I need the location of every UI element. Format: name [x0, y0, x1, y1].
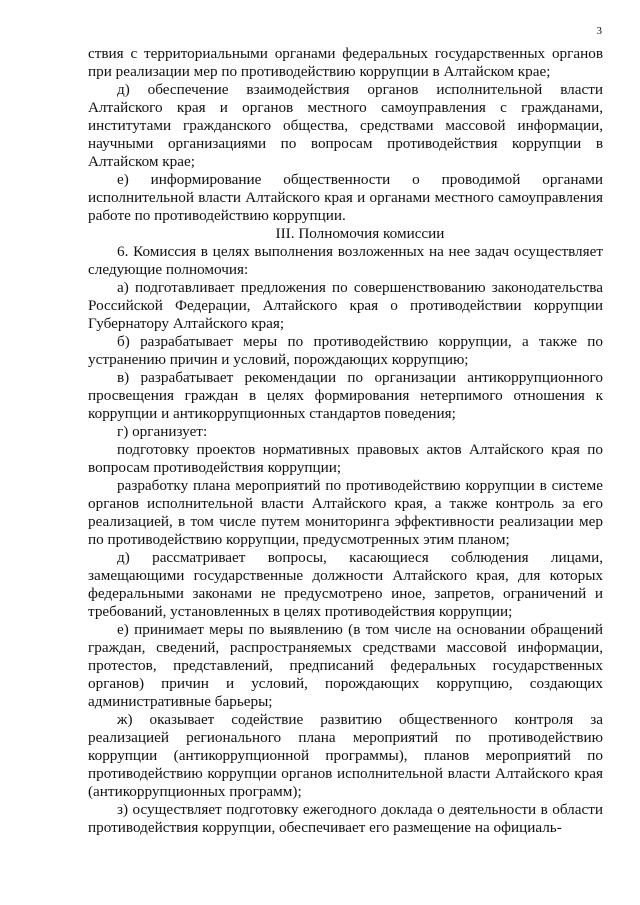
page-number: 3 — [596, 25, 602, 37]
paragraph-item-g: г) организует: — [117, 423, 208, 440]
paragraph-clause-6: 6. Комиссия в целях выполнения возложенных на нее задач осуществляет следующие полномочия: — [88, 243, 603, 278]
section-heading: III. Полномочия комиссии — [275, 225, 445, 242]
paragraph-item-e: е) информирование общественности о проводимой органами исполнительной власти Алтайского края и органами местного самоуправления работе по противодействию коррупции. — [88, 171, 603, 224]
paragraph-item-zh: ж) оказывает содействие развитию общественного контроля за реализацией регионального плана мероприятий по противодействию коррупции (антикоррупционной программы), планов мероприятий по противодействию коррупции органов исполнительной власти Алтайского края (антикоррупционных программ); — [88, 711, 603, 800]
paragraph-item-a: а) подготавливает предложения по совершенствованию законодательства Российской Федерации, Алтайского края о противодействии коррупции Губернатору Алтайского края; — [88, 279, 603, 332]
paragraph-item-d2: д) рассматривает вопросы, касающиеся соблюдения лицами, замещающими государственные должности Алтайского края, для которых федеральными законами не предусмотрено иное, запретов, ограничений и требований, установленных в целях противодействия коррупции; — [88, 549, 603, 620]
paragraph-subitem-plan: разработку плана мероприятий по противодействию коррупции в системе органов исполнительной власти Алтайского края, а также контроль за его реализацией, в том числе путем мониторинга эффективности реализации мер по противодействию коррупции, предусмотренных этим планом; — [88, 477, 603, 548]
paragraph-subitem-drafts: подготовку проектов нормативных правовых актов Алтайского края по вопросам противодействия коррупции; — [88, 441, 603, 476]
paragraph-item-d: д) обеспечение взаимодействия органов исполнительной власти Алтайского края и органов местного самоуправления с гражданами, институтами гражданского общества, средствами массовой информации, научными организациями по вопросам противодействия коррупции в Алтайском крае; — [88, 81, 603, 170]
paragraph-item-v: в) разрабатывает рекомендации по организации антикоррупционного просвещения граждан в целях формирования нетерпимого отношения к коррупции и антикоррупционных стандартов поведения; — [88, 369, 603, 422]
paragraph-item-z: з) осуществляет подготовку ежегодного доклада о деятельности в области противодействия коррупции, обеспечивает его размещение на официаль- — [88, 801, 603, 836]
paragraph-continuation: ствия с территориальными органами федеральных государственных органов при реализации мер по противодействию коррупции в Алтайском крае; — [88, 45, 603, 80]
paragraph-item-e2: е) принимает меры по выявлению (в том числе на основании обращений граждан, сведений, распространяемых средствами массовой информации, протестов, представлений, предписаний федеральных государственных органов) причин и условий, порождающих коррупцию, создающих административные барьеры; — [88, 621, 603, 710]
document-body — [88, 45, 603, 837]
paragraph-item-b: б) разрабатывает меры по противодействию коррупции, а также по устранению причин и условий, порождающих коррупцию; — [88, 333, 603, 368]
